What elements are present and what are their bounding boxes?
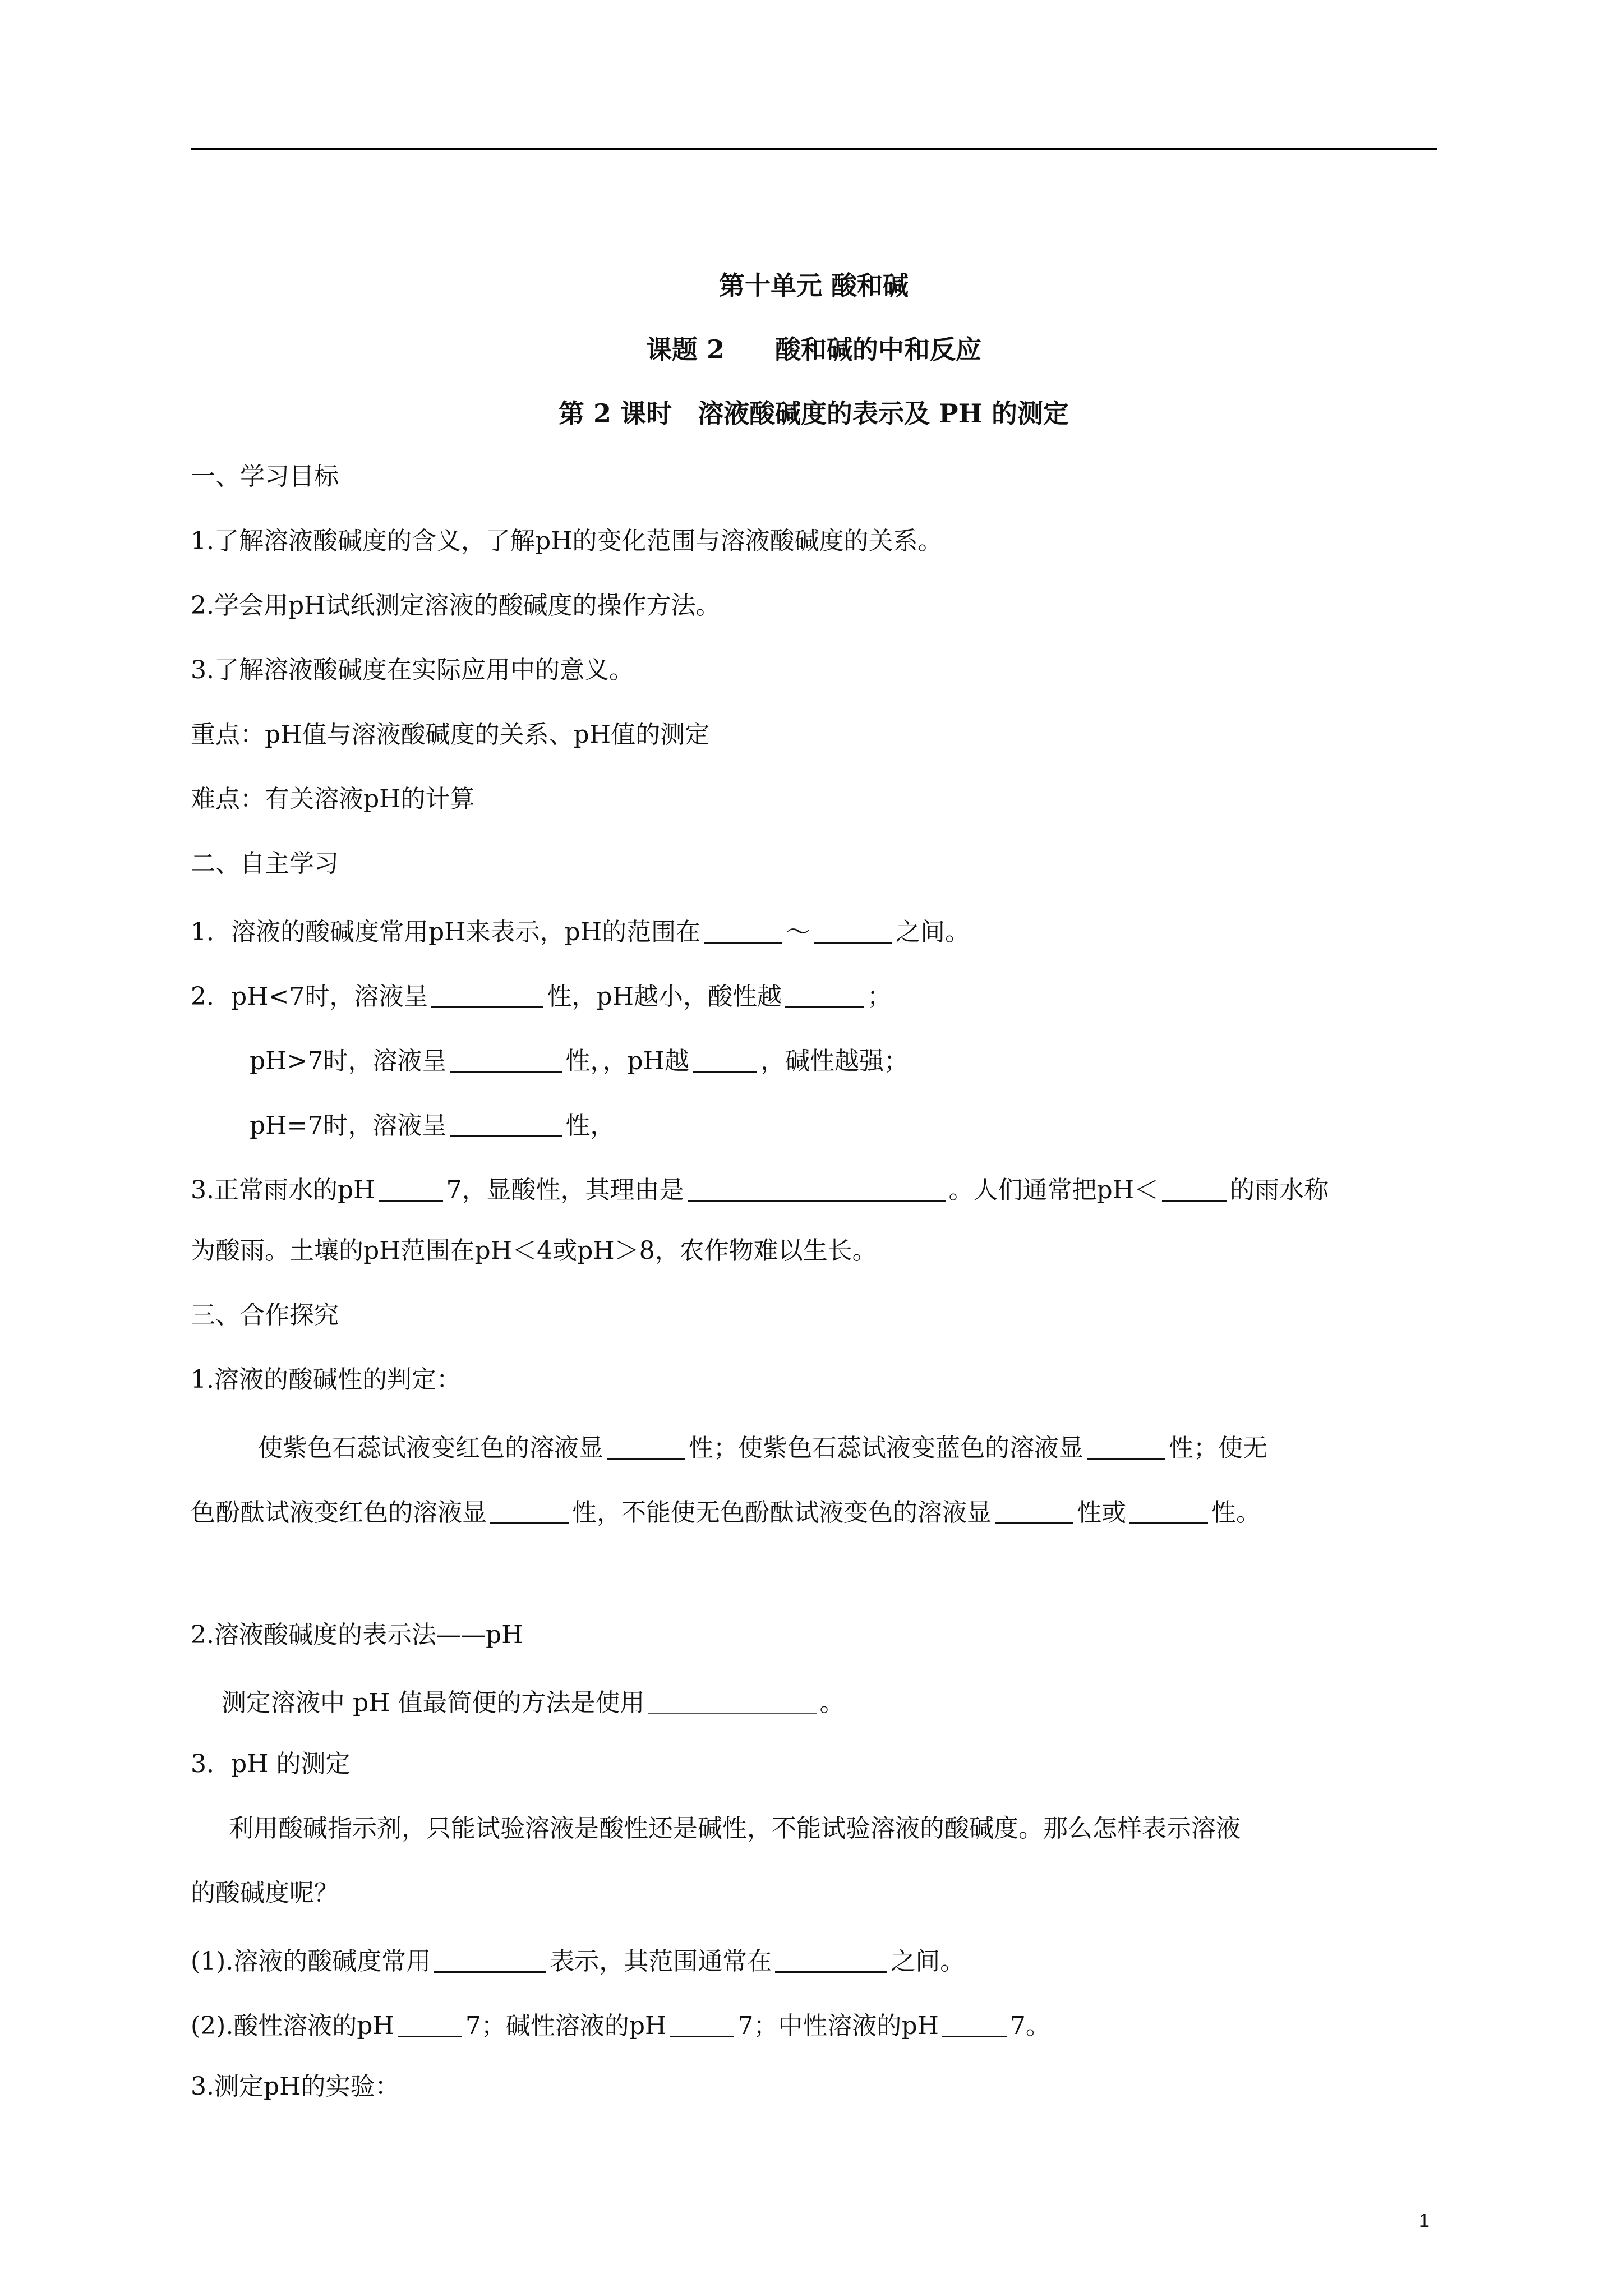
q1-text-a: 1．溶液的酸碱度常用pH来表示，pH的范围在 [191, 918, 701, 946]
q3-text-a: 3.正常雨水的pH [191, 1176, 375, 1204]
difficult-point: 难点：有关溶液pH的计算 [191, 785, 475, 813]
q2-text-b: 性，pH越小，酸性越 [547, 982, 782, 1011]
explore-p2-title: 2.溶液酸碱度的表示法——pH [191, 1621, 523, 1649]
s1-text-b: 表示，其范围通常在 [550, 1947, 772, 1976]
explore-p3-title: 3．pH 的测定 [191, 1750, 351, 1778]
s2-text-a: (2).酸性溶液的pH [191, 2012, 394, 2040]
page-number: 1 [1419, 2210, 1430, 2231]
explore-sub1 [191, 1942, 1437, 1976]
explore-sub3: 3.测定pH的实验： [191, 2072, 400, 2101]
answer-blank[interactable] [648, 1687, 817, 1714]
s2-text-d: 7。 [1009, 2012, 1050, 2040]
p1-text-e: 性，不能使无色酚酞试液变色的溶液显 [572, 1498, 992, 1527]
answer-blank[interactable] [814, 916, 892, 944]
explore-p1-line2 [191, 1493, 1437, 1525]
self-study-q2-acid [191, 977, 1437, 1009]
lesson-title [191, 333, 1437, 366]
p2-text-a: 测定溶液中 pH 值最简便的方法是使用 [222, 1688, 645, 1717]
q3-text-c: 。人们通常把pH＜ [948, 1176, 1159, 1204]
explore-heading: 三、合作探究 [191, 1301, 339, 1329]
s1-text-a: (1).溶液的酸碱度常用 [191, 1947, 431, 1976]
p1-text-f: 性或 [1077, 1498, 1126, 1527]
s1-text-c: 之间。 [891, 1947, 965, 1976]
p1-text-b: 性；使紫色石蕊试液变蓝色的溶液显 [689, 1434, 1083, 1462]
answer-blank[interactable] [1162, 1174, 1227, 1202]
explore-p3-line1: 利用酸碱指示剂，只能试验溶液是酸性还是碱性，不能试验溶液的酸碱度。那么怎样表示溶液 [229, 1814, 1241, 1843]
p1-text-a: 使紫色石蕊试液变红色的溶液显 [258, 1434, 603, 1462]
q3-text-d: 的雨水称 [1230, 1176, 1329, 1204]
q2-text-g: pH=7时，溶液呈 [250, 1111, 447, 1140]
q1-text-b: ～ [786, 918, 811, 946]
s2-text-b: 7；碱性溶液的pH [465, 2012, 667, 2040]
p1-text-g: 性。 [1211, 1498, 1261, 1527]
answer-blank[interactable] [775, 1945, 887, 1973]
answer-blank[interactable] [434, 1945, 546, 1973]
unit-title: 第十单元 酸和碱 [718, 270, 909, 301]
self-study-q3 [191, 1171, 1437, 1202]
answer-blank[interactable] [704, 916, 782, 944]
answer-blank[interactable] [785, 981, 864, 1008]
answer-blank[interactable] [688, 1174, 946, 1202]
lesson-label: 课题 2 [645, 334, 725, 365]
p2-text-b: 。 [819, 1688, 845, 1717]
self-study-q2-base [191, 1042, 1437, 1073]
lesson-name: 酸和碱的中和反应 [775, 334, 982, 365]
self-study-q2-neutral [191, 1106, 1437, 1138]
p1-text-d: 色酚酞试液变红色的溶液显 [191, 1498, 487, 1527]
answer-blank[interactable] [1087, 1432, 1165, 1460]
q2-text-a: 2．pH<7时，溶液呈 [191, 982, 428, 1011]
explore-p2-line [191, 1684, 1437, 1715]
q2-text-h: 性， [565, 1111, 615, 1140]
answer-blank[interactable] [942, 2010, 1007, 2037]
explore-p1-title: 1.溶液的酸碱性的判定： [191, 1365, 461, 1394]
key-point: 重点：pH值与溶液酸碱度的关系、pH值的测定 [191, 720, 710, 749]
period-title: 第 2 课时 溶液酸碱度的表示及 PH 的测定 [558, 398, 1069, 429]
answer-blank[interactable] [693, 1045, 757, 1073]
answer-blank[interactable] [450, 1045, 562, 1073]
q3-text-b: 7，显酸性，其理由是 [446, 1176, 684, 1204]
q2-text-d: pH>7时，溶液呈 [250, 1047, 447, 1075]
self-study-q1 [191, 913, 1437, 944]
p1-text-c: 性；使无 [1169, 1434, 1267, 1462]
q2-text-f: ，碱性越强； [760, 1047, 909, 1075]
goal-item-1: 1.了解溶液酸碱度的含义，了解pH的变化范围与溶液酸碱度的关系。 [191, 527, 943, 555]
explore-sub2 [191, 2007, 1437, 2038]
self-study-q3-cont: 为酸雨。土壤的pH范围在pH＜4或pH＞8，农作物难以生长。 [191, 1236, 877, 1265]
answer-blank[interactable] [995, 1497, 1073, 1524]
answer-blank[interactable] [1129, 1497, 1208, 1524]
q1-text-c: 之间。 [896, 918, 970, 946]
header-rule [191, 148, 1437, 150]
explore-p3-line2: 的酸碱度呢？ [191, 1879, 339, 1907]
answer-blank[interactable] [450, 1110, 562, 1137]
answer-blank[interactable] [398, 2010, 462, 2037]
answer-blank[interactable] [379, 1174, 443, 1202]
q2-text-e: 性，，pH越 [565, 1047, 689, 1075]
answer-blank[interactable] [670, 2010, 734, 2037]
spacer [191, 1558, 1437, 1619]
goal-item-3: 3.了解溶液酸碱度在实际应用中的意义。 [191, 656, 634, 684]
q2-text-c: ； [866, 982, 892, 1011]
explore-p1-line1 [191, 1429, 1437, 1460]
goals-heading: 一、学习目标 [191, 462, 339, 491]
answer-blank[interactable] [490, 1497, 569, 1524]
answer-blank[interactable] [431, 981, 543, 1008]
worksheet-page [191, 269, 1437, 2136]
self-study-heading: 二、自主学习 [191, 849, 339, 878]
s2-text-c: 7；中性溶液的pH [737, 2012, 939, 2040]
answer-blank[interactable] [607, 1432, 685, 1460]
goal-item-2: 2.学会用pH试纸测定溶液的酸碱度的操作方法。 [191, 591, 721, 620]
